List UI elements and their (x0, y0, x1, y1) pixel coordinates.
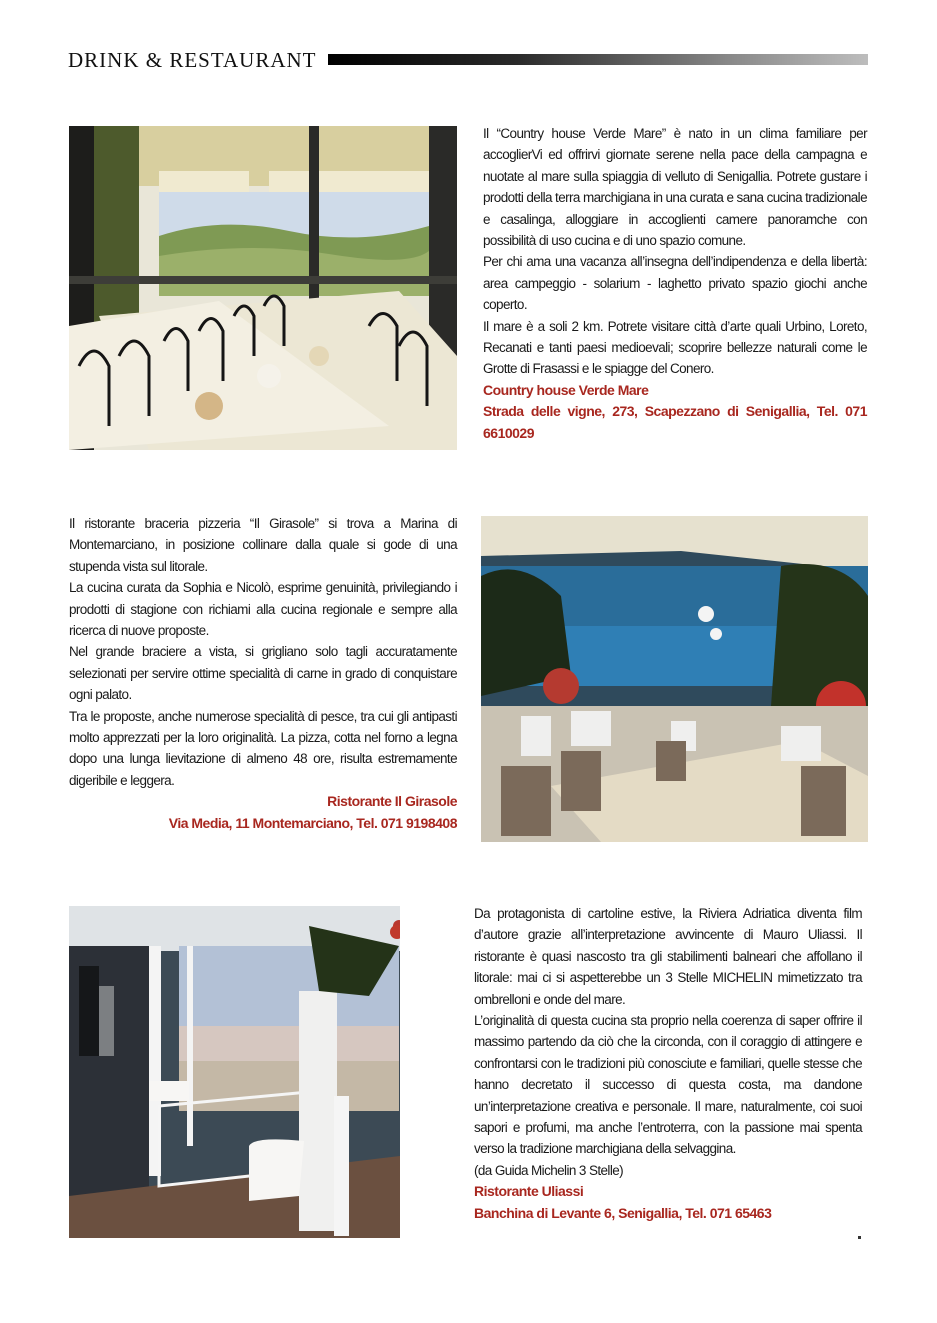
section3-paragraph: L’originalità di questa cucina sta proprio nella coerenza di saper offrire il massimo partendo da ciò che la circonda, con il coraggio di attingere e confrontarsi con le tradizioni più conosciute e familiari, quelle stesse che hanno decretato il successo di questa costa, ma dandone un’interpretazione creativa e personale. Il mare, naturalmente, coi suoi sapori e profumi, ma anche l’entroterra, con la passione mai spenta verso la tradizione marchigiana della selvaggina. (474, 1013, 862, 1157)
section3-text (474, 903, 862, 1224)
section1-venue-address: Strada delle vigne, 273, Scapezzano di Senigallia, Tel. 071 6610029 (483, 403, 867, 441)
section2-paragraph: Tra le proposte, anche numerose specialità di pesce, tra cui gli antipasti molto apprezzati per la loro originalità. La pizza, cotta nel forno a legna dopo una lunga lievitazione di almeno 48 ore, risulta estremamente digeribile e leggera. (69, 708, 457, 788)
section1-venue-name: Country house Verde Mare (483, 381, 649, 398)
section2-venue-address: Via Media, 11 Montemarciano, Tel. 071 9198408 (168, 814, 457, 831)
terrace-sea-view-photo (481, 516, 868, 842)
restaurant-veranda-photo (69, 126, 457, 450)
beach-veranda-photo (69, 906, 400, 1238)
section2-paragraph: Il ristorante braceria pizzeria “Il Girasole” si trova a Marina di Montemarciano, in posizione collinare dalla quale si gode di una stupenda vista sul litorale. (69, 516, 457, 574)
section2-text (69, 513, 457, 834)
section2-paragraph: Nel grande braciere a vista, si grigliano solo tagli accuratamente selezionati per servire ottime specialità di carne in grado di conquistare ogni palato. (69, 644, 457, 703)
section3-paragraph: (da Guida Michelin 3 Stelle) (474, 1162, 624, 1178)
section3-venue-address: Banchina di Levante 6, Senigallia, Tel. 071 65463 (474, 1204, 772, 1221)
section2-venue-name: Ristorante Il Girasole (327, 793, 457, 810)
page-section-title: DRINK & RESTAURANT (68, 48, 317, 72)
section3-paragraph: Da protagonista di cartoline estive, la Riviera Adriatica diventa film d’autore grazie all’interpretazione avvincente di Mauro Uliassi. Il ristorante è quasi nascosto tra gli stabilimenti balneari che affollano il litorale: mai ci si aspetterebbe un 3 Stelle MICHELIN mimetizzato tra ombrelloni e onde del mare. (474, 906, 862, 1007)
section1-paragraph: Il mare è a soli 2 km. Potrete visitare città d’arte quali Urbino, Loreto, Recanati e tanti paesi medioevali; scoprire bellezze naturali come le Grotte di Frasassi e le spiagge del Conero. (483, 318, 867, 377)
section2-paragraph: La cucina curata da Sophia e Nicolò, esprime genuinità, privilegiando i prodotti di stagione con richiami alla cucina regionale e sempre alla ricerca di nuove proposte. (69, 580, 457, 639)
section1-paragraph: Il “Country house Verde Mare” è nato in un clima familiare per accoglierVi ed offrirvi giornate serene nella pace della campagna e nuotate al mare sulla spiaggia di velluto di Senigallia. Potrete gustare i prodotti della terra marchigiana in una curata e sana cucina tradizionale e casalinga, alloggiare in accoglienti camere panoramche con possibilità di uso cucina e di uno spazio comune. (483, 126, 867, 249)
section1-text (483, 123, 867, 444)
section3-venue-name: Ristorante Uliassi (474, 1183, 584, 1200)
header-gradient-bar (328, 54, 868, 65)
page-marker-dot (858, 1236, 861, 1239)
section1-paragraph: Per chi ama una vacanza all’insegna dell’indipendenza e della libertà: area campeggio - solarium - laghetto privato spazio giochi anche coperto. (483, 254, 867, 313)
